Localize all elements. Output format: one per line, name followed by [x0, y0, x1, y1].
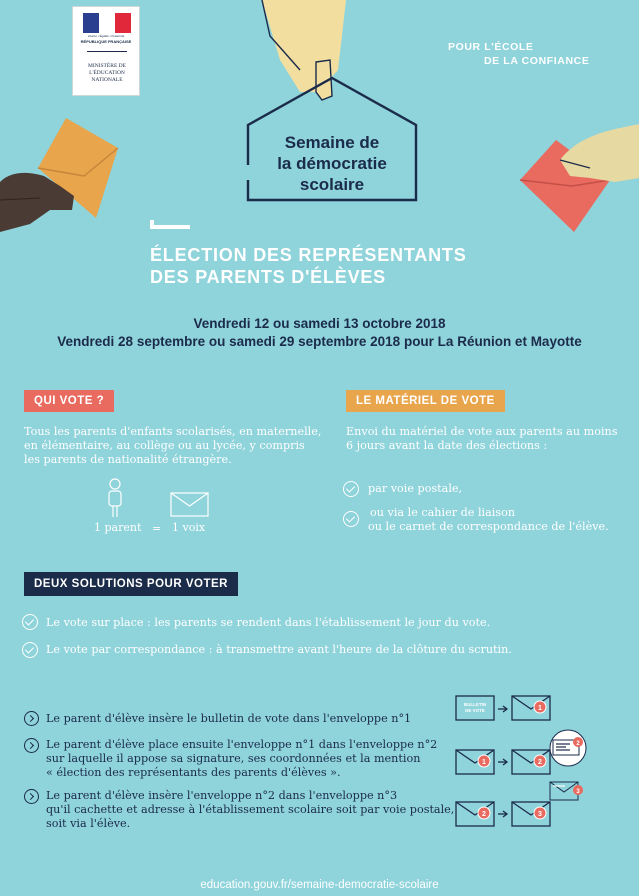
- ballot-icon: [456, 696, 494, 720]
- sealed-envelope-icon: [550, 782, 583, 800]
- envelope-number-2: 2: [482, 811, 486, 818]
- republic-name: RÉPUBLIQUE FRANÇAISE: [80, 39, 132, 44]
- solution-by-mail: Le vote par correspondance : à transmettre avant l'heure de la clôture du scrutin.: [46, 643, 512, 656]
- envelope-number-2: 2: [576, 741, 580, 747]
- slogan-line-1: POUR L'ÉCOLE: [448, 41, 534, 53]
- solutions-heading: DEUX SOLUTIONS POUR VOTER: [24, 572, 238, 596]
- envelope-icon: [456, 750, 494, 774]
- parent-label: 1 parent: [94, 521, 142, 534]
- step-2-line-2: sur laquelle il appose sa signature, ses coordonnées et la mention: [46, 752, 421, 765]
- step-3-line-1: Le parent d'élève insère l'enveloppe n°2 dans l'enveloppe n°3: [46, 789, 398, 802]
- slogan-line-2: DE LA CONFIANCE: [484, 55, 590, 67]
- envelope-number-1: 1: [482, 759, 486, 766]
- ballot-label-2: DE VOTE: [465, 708, 485, 713]
- event-title-line-2: la démocratie: [277, 154, 387, 173]
- step-3-line-2: qu'il cachette et adresse à l'établissement scolaire soit par voie postale,: [46, 803, 455, 816]
- republic-motto: Liberté • Égalité • Fraternité: [87, 34, 125, 38]
- parent-icon: [104, 478, 126, 518]
- main-title-line-1: ÉLECTION DES REPRÉSENTANTS: [150, 245, 467, 265]
- envelope-number-3: 3: [576, 789, 580, 795]
- step-1-text: Le parent d'élève insère le bulletin de vote dans l'enveloppe n°1: [46, 712, 412, 725]
- envelope-icon: [512, 750, 550, 774]
- ballot-hand-icon: [262, 0, 346, 100]
- vote-label: 1 voix: [172, 521, 206, 534]
- arrow-right-icon: [498, 706, 507, 712]
- step-2-text: [46, 738, 437, 780]
- ballot-label-1: BULLETIN: [463, 702, 487, 707]
- envelope-zoom-icon: [550, 730, 586, 766]
- envelope-number-3: 3: [538, 811, 542, 818]
- step-3-text: [46, 789, 454, 831]
- main-title-line-2: DES PARENTS D'ÉLÈVES: [150, 267, 386, 287]
- equals-sign: =: [152, 522, 162, 535]
- step-2-line-1: Le parent d'élève place ensuite l'enveloppe n°1 dans l'enveloppe n°2: [46, 738, 438, 751]
- check-icon: [22, 642, 38, 658]
- check-icon: [343, 481, 359, 497]
- material-option-liaison-line-2: ou le carnet de correspondance de l'élève.: [368, 520, 609, 533]
- election-dates: [0, 315, 639, 351]
- envelope-number-1: 1: [538, 705, 542, 712]
- footer-link[interactable]: education.gouv.fr/semaine-democratie-scolaire: [200, 879, 439, 891]
- solution-on-site: Le vote sur place : les parents se rendent dans l'établissement le jour du vote.: [46, 616, 491, 629]
- event-title: [246, 132, 418, 195]
- envelope-icon: [512, 802, 550, 826]
- vote-envelope-icon: [170, 492, 210, 518]
- event-title-line-3: scolaire: [299, 175, 365, 194]
- material-heading: LE MATÉRIEL DE VOTE: [346, 390, 505, 412]
- main-title: [150, 244, 467, 288]
- event-title-line-1: Semaine de: [284, 133, 380, 152]
- arrow-right-icon: [498, 811, 507, 817]
- right-hand-envelope-icon: [520, 124, 639, 232]
- chevron-right-icon: [24, 711, 39, 726]
- steps-diagram: [450, 690, 600, 840]
- step-3-line-3: soit via l'élève.: [46, 817, 131, 830]
- check-icon: [22, 614, 38, 630]
- chevron-right-icon: [24, 789, 39, 804]
- arrow-right-icon: [498, 759, 507, 765]
- chevron-right-icon: [24, 738, 39, 753]
- material-option-liaison-line-1: ou via le cahier de liaison: [370, 506, 516, 519]
- left-hand-envelope-icon: [0, 118, 118, 232]
- who-votes-text: Tous les parents d'enfants scolarisés, en maternelle, en élémentaire, au collège ou au lycée, y compris les parents de nationalité étrangère.: [24, 425, 322, 466]
- material-text: Envoi du matériel de vote aux parents au moins 6 jours avant la date des élections :: [346, 425, 618, 452]
- envelope-icon: [456, 802, 494, 826]
- title-accent-line: [150, 220, 190, 229]
- who-votes-heading: QUI VOTE ?: [24, 390, 114, 412]
- header-illustration: [0, 0, 639, 240]
- envelope-icon: [512, 696, 550, 720]
- step-2-line-3: « élection des représentants des parents d'élèves ».: [46, 766, 341, 779]
- dates-line-1: Vendredi 12 ou samedi 13 octobre 2018: [193, 316, 446, 331]
- check-icon: [343, 511, 359, 527]
- material-option-postal: par voie postale,: [368, 482, 463, 495]
- envelope-number-2: 2: [538, 759, 542, 766]
- dates-line-2: Vendredi 28 septembre ou samedi 29 septembre 2018 pour La Réunion et Mayotte: [57, 334, 582, 349]
- material-option-liaison: [368, 506, 609, 534]
- ministry-name: MINISTÈRE DE L'ÉDUCATION NATIONALE: [87, 63, 127, 83]
